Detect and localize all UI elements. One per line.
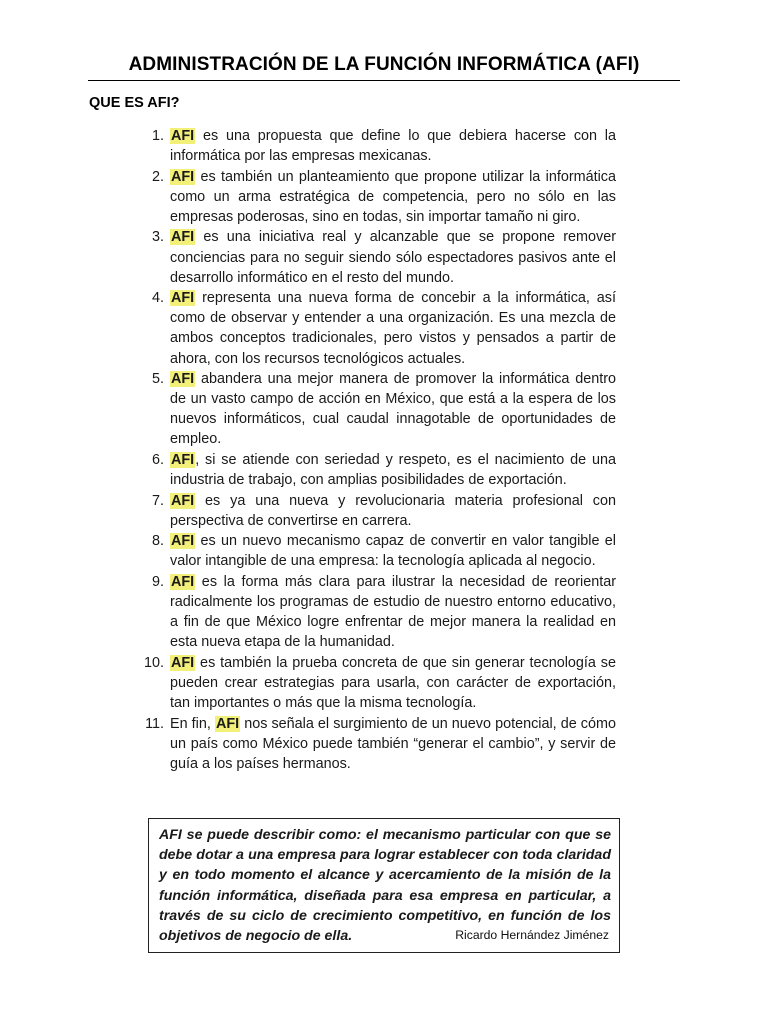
list-item: [132, 714, 616, 774]
list-item: [132, 126, 616, 166]
list-item: [132, 369, 616, 449]
highlighted-keyword: AFI: [171, 371, 195, 388]
item-text: es también la prueba concreta de que sin generar tecnología se pueden crear estrategias para usarla, con carácter de exportación, tan importantes o más que la misma tecnología.: [170, 654, 616, 712]
page-title: ADMINISTRACIÓN DE LA FUNCIÓN INFORMÁTICA (AFI): [128, 54, 640, 75]
item-text: abandera una mejor manera de promover la informática dentro de un vasto campo de acción en México, que está a la espera de los nuevos informáticos, cual caudal innagotable de oportunidades de empleo.: [170, 371, 616, 448]
list-item: [132, 167, 616, 227]
item-text: es también un planteamiento que propone utilizar la informática como un arma estratégica de competencia, pero no sólo en las empresas poderosas, sino en todas, sin importar tamaño ni giro.: [170, 168, 616, 225]
highlighted-keyword: AFI: [171, 533, 195, 550]
item-number: 10.: [143, 654, 164, 671]
item-number: 6.: [151, 452, 164, 468]
item-number: 4.: [151, 290, 164, 307]
item-text: es una iniciativa real y alcanzable que se propone remover conciencias para no seguir siendo sólo espectadores pasivos ante el desarrollo informático en el resto del mundo.: [170, 229, 616, 286]
list-item: [132, 491, 616, 531]
list-item: [132, 653, 616, 713]
highlighted-keyword: AFI: [171, 128, 195, 144]
quote-box: [148, 818, 620, 953]
highlighted-keyword: AFI: [171, 290, 195, 307]
item-number: 8.: [151, 533, 164, 550]
quote-text: AFI se puede describir como: el mecanismo particular con que se debe dotar a una empresa para lograr establecer con toda claridad y en todo momento el alcance y acercamiento de la misión de la función informática, diseñada para esa empresa en particular, a través de su ciclo de crecimiento competitivo, en función de los objetivos de negocio de ella.: [159, 827, 611, 945]
item-number: 5.: [151, 371, 164, 388]
item-prefix: En fin,: [170, 715, 215, 732]
item-text: es la forma más clara para ilustrar la necesidad de reorientar radicalmente los programas de estudio de nuestro entorno educativo, a fin de que México logre enfrentar de mejor manera la realidad en esta nueva etapa de la humanidad.: [170, 574, 616, 651]
item-number: 7.: [151, 492, 164, 509]
list-item: [132, 572, 616, 652]
quote-author: Ricardo Hernández Jiménez: [455, 928, 609, 943]
highlighted-keyword: AFI: [215, 715, 240, 732]
item-text: es una propuesta que define lo que debiera hacerse con la informática por las empresas mexicanas.: [170, 128, 616, 165]
item-text: es ya una nueva y revolucionaria materia profesional con perspectiva de convertirse en carrera.: [170, 492, 616, 529]
item-number: 2.: [151, 168, 164, 185]
list-item: [132, 227, 616, 287]
item-number: 11.: [145, 715, 164, 732]
item-text: nos señala el surgimiento de un nuevo potencial, de cómo un país como México puede también “generar el cambio”, y servir de guía a los países hermanos.: [170, 715, 616, 772]
list-item: [132, 450, 616, 490]
highlighted-keyword: AFI: [171, 574, 195, 591]
item-number: 9.: [151, 574, 164, 591]
highlighted-keyword: AFI: [171, 168, 195, 185]
highlighted-keyword: AFI: [171, 452, 195, 468]
highlighted-keyword: AFI: [171, 229, 195, 246]
item-number: 1.: [151, 128, 164, 144]
item-text: es un nuevo mecanismo capaz de convertir en valor tangible el valor intangible de una empresa: la tecnología aplicada al negocio.: [170, 533, 616, 570]
highlighted-keyword: AFI: [171, 654, 195, 671]
item-number: 3.: [151, 229, 164, 246]
afi-definition-list: [132, 126, 616, 775]
list-item: [132, 531, 616, 571]
highlighted-keyword: AFI: [171, 492, 195, 509]
item-text: representa una nueva forma de concebir a la informática, así como de observar y entender a una organización. Es una mezcla de ambos conceptos tradicionales, pero vistos y pensados a partir de ahora, con los recursos tecnológicos actuales.: [170, 290, 616, 367]
list-item: [132, 288, 616, 368]
section-heading: QUE ES AFI?: [89, 95, 180, 111]
title-divider: [88, 80, 680, 81]
item-text: , si se atiende con seriedad y respeto, es el nacimiento de una industria de trabajo, con amplias posibilidades de exportación.: [170, 452, 616, 489]
